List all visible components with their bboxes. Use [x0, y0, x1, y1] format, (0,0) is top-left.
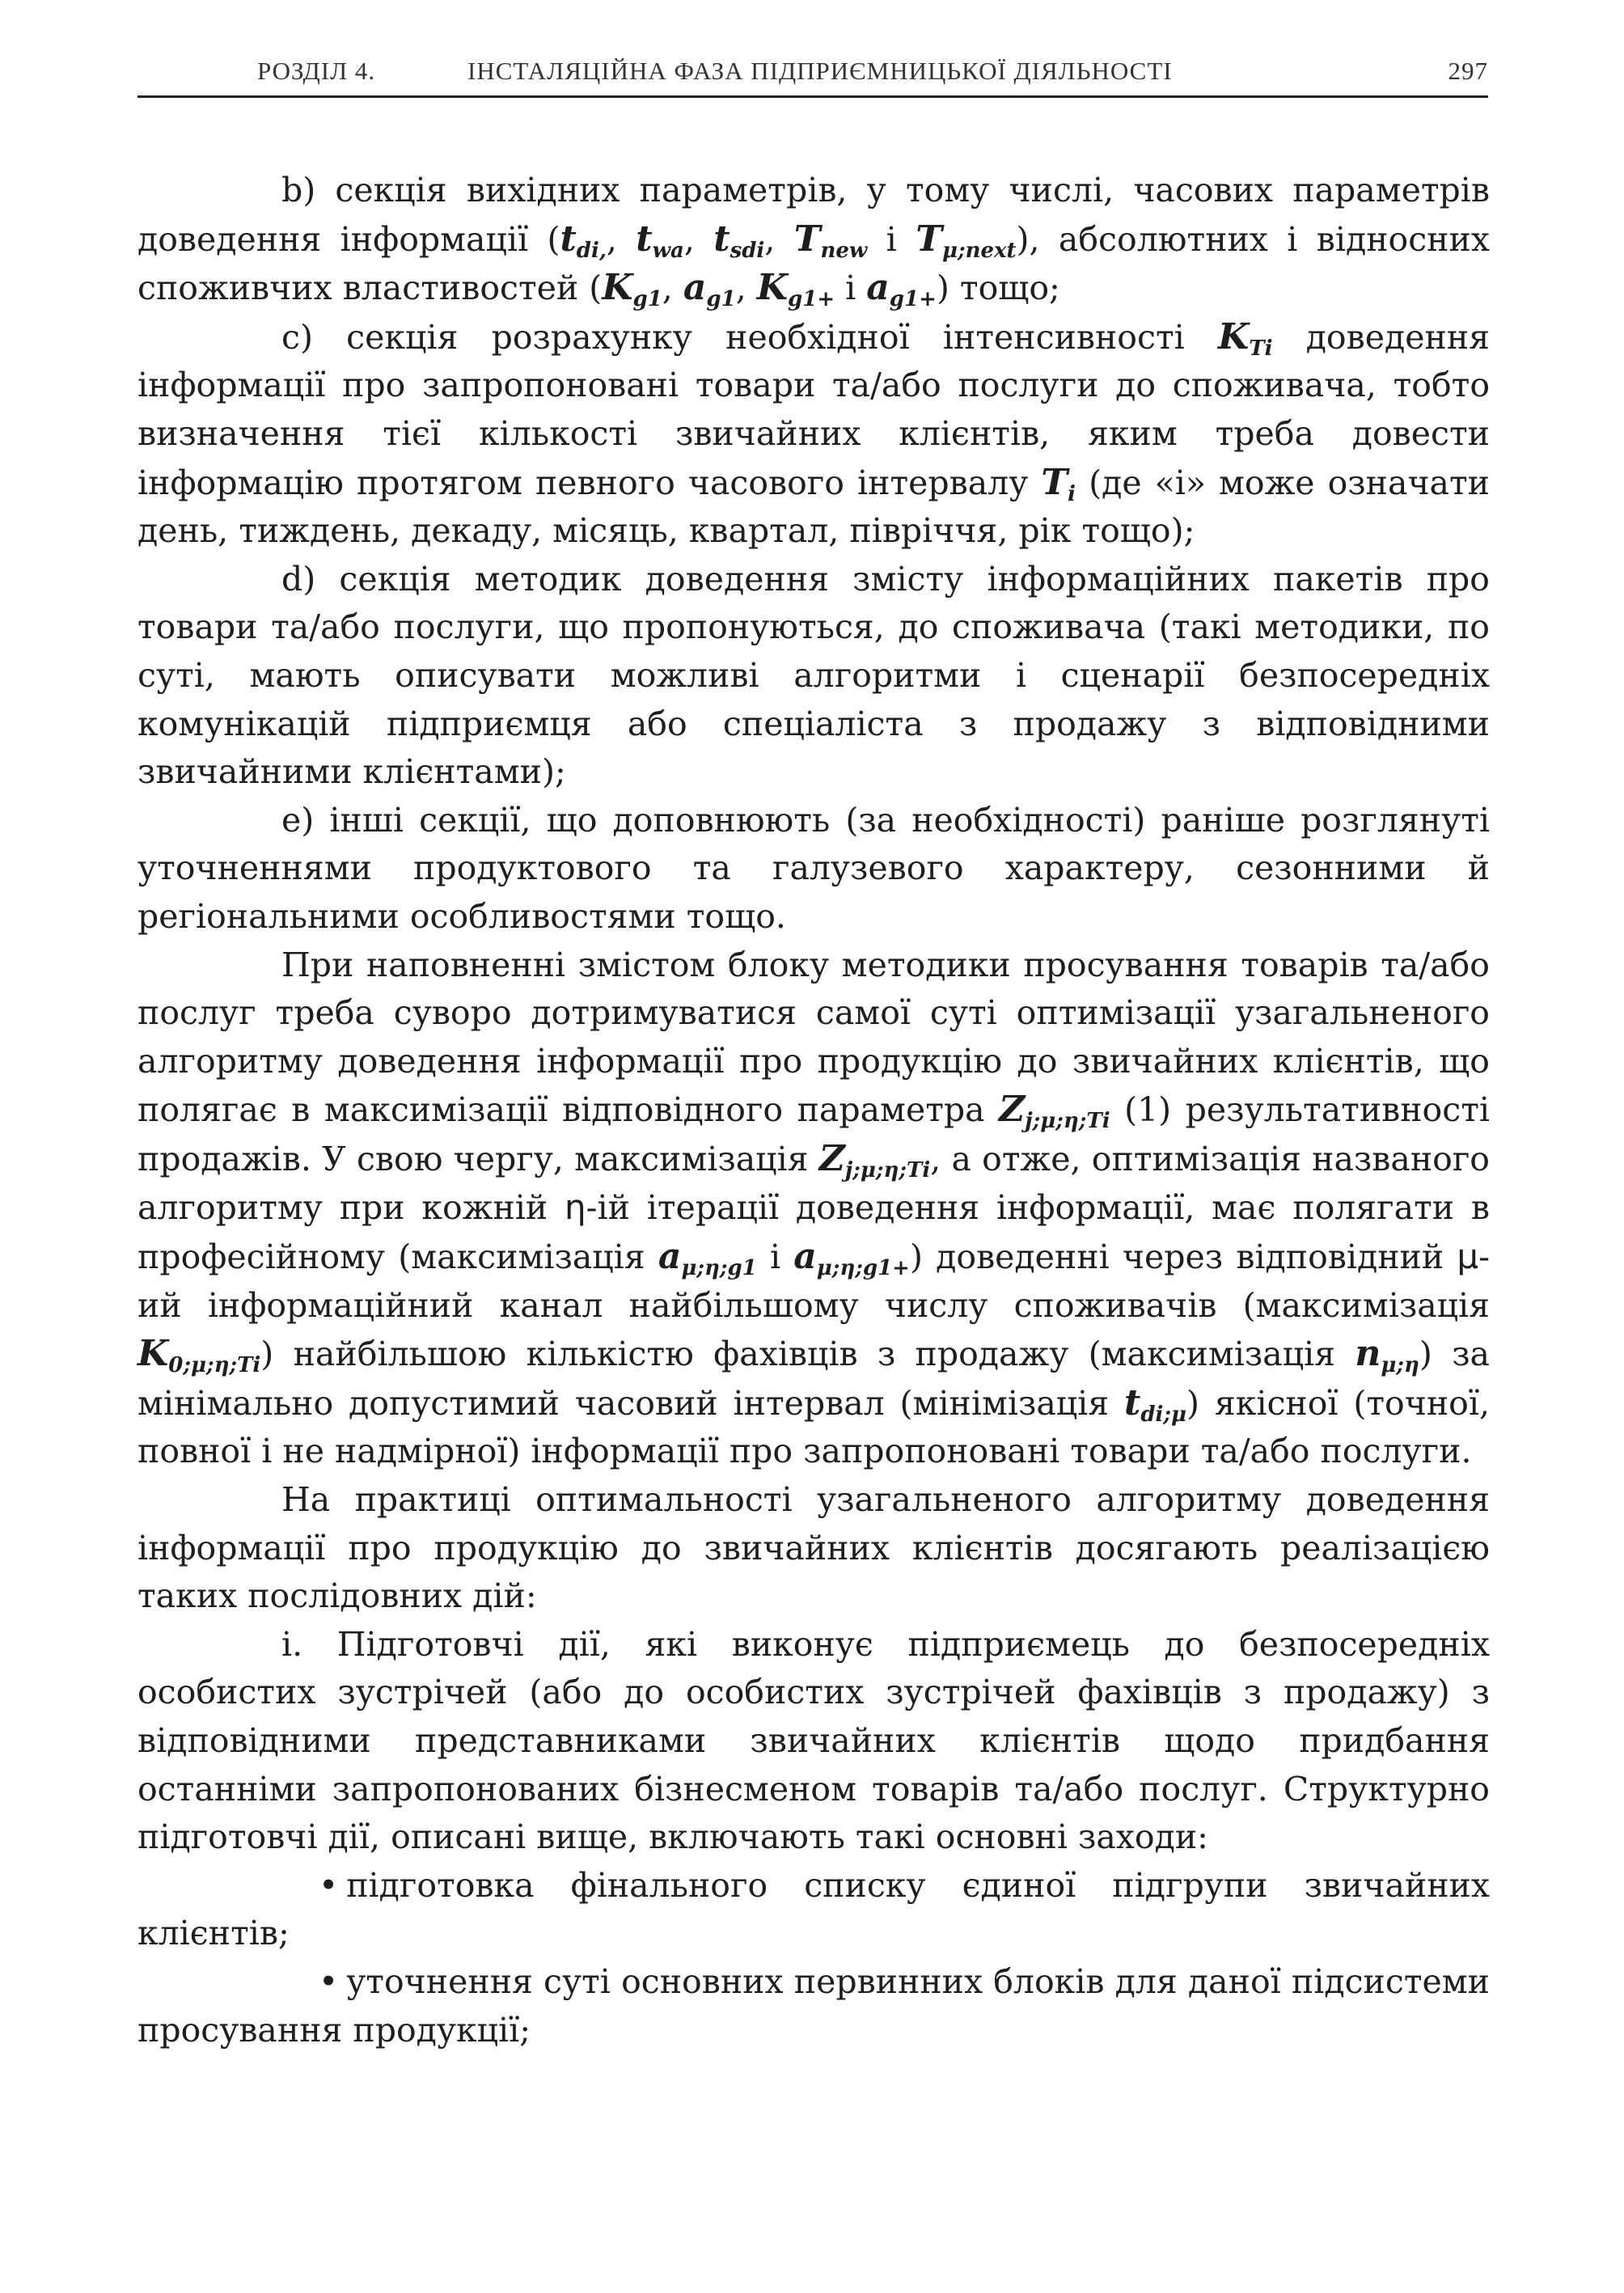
- text-run: і: [867, 219, 916, 259]
- text-run: ,: [735, 269, 746, 308]
- text-run: ) за мінімально допустимий часовий інтервал (мінімізація: [137, 1335, 1490, 1423]
- bullet-item: [137, 1862, 1490, 1958]
- text-run: ,: [606, 219, 617, 259]
- text-run: і: [756, 1237, 794, 1277]
- running-header: [137, 53, 1488, 98]
- text-run: ), абсолютних і відносних споживчих властивостей (: [137, 219, 1490, 308]
- symbol-k-ti: $K_{Ti}$: [1217, 315, 1273, 361]
- text-run: b) секція вихідних параметрів, у тому числі, часових параметрів доведення інформації (: [137, 171, 1490, 259]
- symbol-t-new: $T_{new}$: [793, 218, 868, 263]
- text-run: -ій ітерації доведення інформації, має полягати в професійному (максимізація: [137, 1188, 1490, 1277]
- symbol-t-sdi: $t_{sdi}$: [713, 218, 765, 263]
- page-number: 297: [1448, 57, 1488, 85]
- symbol-eta: η: [565, 1187, 586, 1228]
- text-run: ) якісної (точної, повної і не надмірної) інформації про запропоновані товари та/або послуги.: [137, 1383, 1490, 1471]
- paragraph-e: e) інші секції, що доповнюють (за необхідності) раніше розглянуті уточненнями продуктового та галузевого характеру, сезонними й регіональними особливостями тощо.: [137, 800, 1490, 936]
- symbol-z-1: $Z_{j;\mu;\eta;Ti}$: [999, 1089, 1110, 1134]
- symbol-k-0: $K_{0;\mu;\eta;Ti}$: [137, 1333, 261, 1378]
- text-run: ,: [662, 269, 673, 308]
- paragraph-practice: На практиці оптимальності узагальненого алгоритму доведення інформації про продукцію до звичайних клієнтів досягають реалізацією таких послідовних дій:: [137, 1480, 1490, 1616]
- symbol-n-mu: $n_{\mu;\eta}$: [1355, 1333, 1419, 1378]
- symbol-t-di: $t_{di,}$: [560, 218, 607, 263]
- text-run: ) тощо;: [936, 269, 1060, 308]
- text-run: При наповненні змістом блоку методики просування товарів та/або послуг треба суворо дотримуватися самої суті оптимізації узагальненого алгоритму доведення інформації про продукцію до звичайних клієнтів, що полягає в максимізації відповідного параметра: [137, 945, 1490, 1130]
- symbol-mu: μ: [1457, 1237, 1479, 1277]
- symbol-t-wa: $t_{wa}$: [636, 218, 684, 263]
- paragraph-step-i: і. Підготовчі дії, які виконує підприємець до безпосередніх особистих зустрічей (або до особистих зустрічей фахівців з продажу) з відповідними представниками звичайних клієнтів щодо придбання останніми запропонованих бізнесменом товарів та/або послуг. Структурно підготовчі дії, описані вище, включають такі основні заходи:: [137, 1624, 1490, 1857]
- symbol-t-mu-next: $T_{\mu;next}$: [916, 218, 1017, 263]
- chapter-title: ІНСТАЛЯЦІЙНА ФАЗА ПІДПРИЄМНИЦЬКОЇ ДІЯЛЬНОСТІ: [467, 57, 1173, 85]
- text-run: (де «і» може означати день, тиждень, декаду, місяць, квартал, півріччя, рік тощо);: [137, 463, 1491, 551]
- text-run: доведення інформації про запропоновані товари та/або послуги до споживача, тобто визначення тієї кількості звичайних клієнтів, яким треба довести інформацію протягом певного часового інтервалу: [137, 317, 1490, 502]
- text-run: ) найбільшою кількістю фахівців з продажу (максимізація: [260, 1335, 1355, 1374]
- symbol-t-i: $T_i$: [1041, 461, 1076, 506]
- bullet-text: підготовка фінального списку єдиної підгрупи звичайних клієнтів;: [137, 1865, 1490, 1953]
- text-run: ,: [764, 219, 776, 259]
- text-run: ,: [683, 219, 695, 259]
- paragraph-d: d) секція методик доведення змісту інформаційних пакетів про товари та/або послуги, що пропонуються, до споживача (такі методики, по суті, мають описувати можливі алгоритми і сценарії безпосередніх комунікацій підприємця або спеціаліста з продажу з відповідними звичайними клієнтами);: [137, 559, 1490, 792]
- section-label: РОЗДІЛ 4.: [257, 57, 376, 85]
- symbol-k-g1: $K_{g1}$: [602, 267, 662, 312]
- symbol-k-g1-plus: $K_{g1+}$: [756, 267, 835, 312]
- symbol-a-g1: $a_{g1}$: [683, 267, 736, 312]
- text-run: ) доведенні через відповідний: [909, 1237, 1457, 1277]
- paragraph-main: [137, 941, 1490, 1477]
- text-run: c) секція розрахунку необхідної інтенсивності: [281, 317, 1218, 357]
- bullet-text: уточнення суті основних первинних блоків для даної підсистеми просування продукції;: [137, 1961, 1490, 2050]
- text-run: -ий інформаційний канал найбільшому числу споживачів (максимізація: [137, 1237, 1490, 1325]
- symbol-a-mu-g1-plus: $a_{\mu;\eta;g1+}$: [793, 1236, 910, 1281]
- bullet-item: [137, 1958, 1490, 2054]
- text-run: і: [835, 269, 867, 308]
- page-body: [137, 167, 1490, 2054]
- symbol-t-di-mu: $t_{di;\mu}$: [1123, 1381, 1186, 1427]
- symbol-z-2: $Z_{j;\mu;\eta;Ti}$: [818, 1137, 931, 1182]
- bullet-marker: •: [319, 1865, 339, 1905]
- text-run: , а отже, оптимізація названого алгоритму при кожній: [137, 1139, 1490, 1228]
- paragraph-c: [137, 313, 1490, 556]
- bullet-marker: •: [319, 1961, 339, 2001]
- symbol-a-mu-g1: $a_{\mu;\eta;g1}$: [658, 1236, 757, 1281]
- paragraph-b: [137, 167, 1490, 313]
- symbol-a-g1-plus: $a_{g1+}$: [866, 267, 937, 312]
- text-run: (1) результативності продажів. У свою чергу, максимізація: [137, 1090, 1490, 1178]
